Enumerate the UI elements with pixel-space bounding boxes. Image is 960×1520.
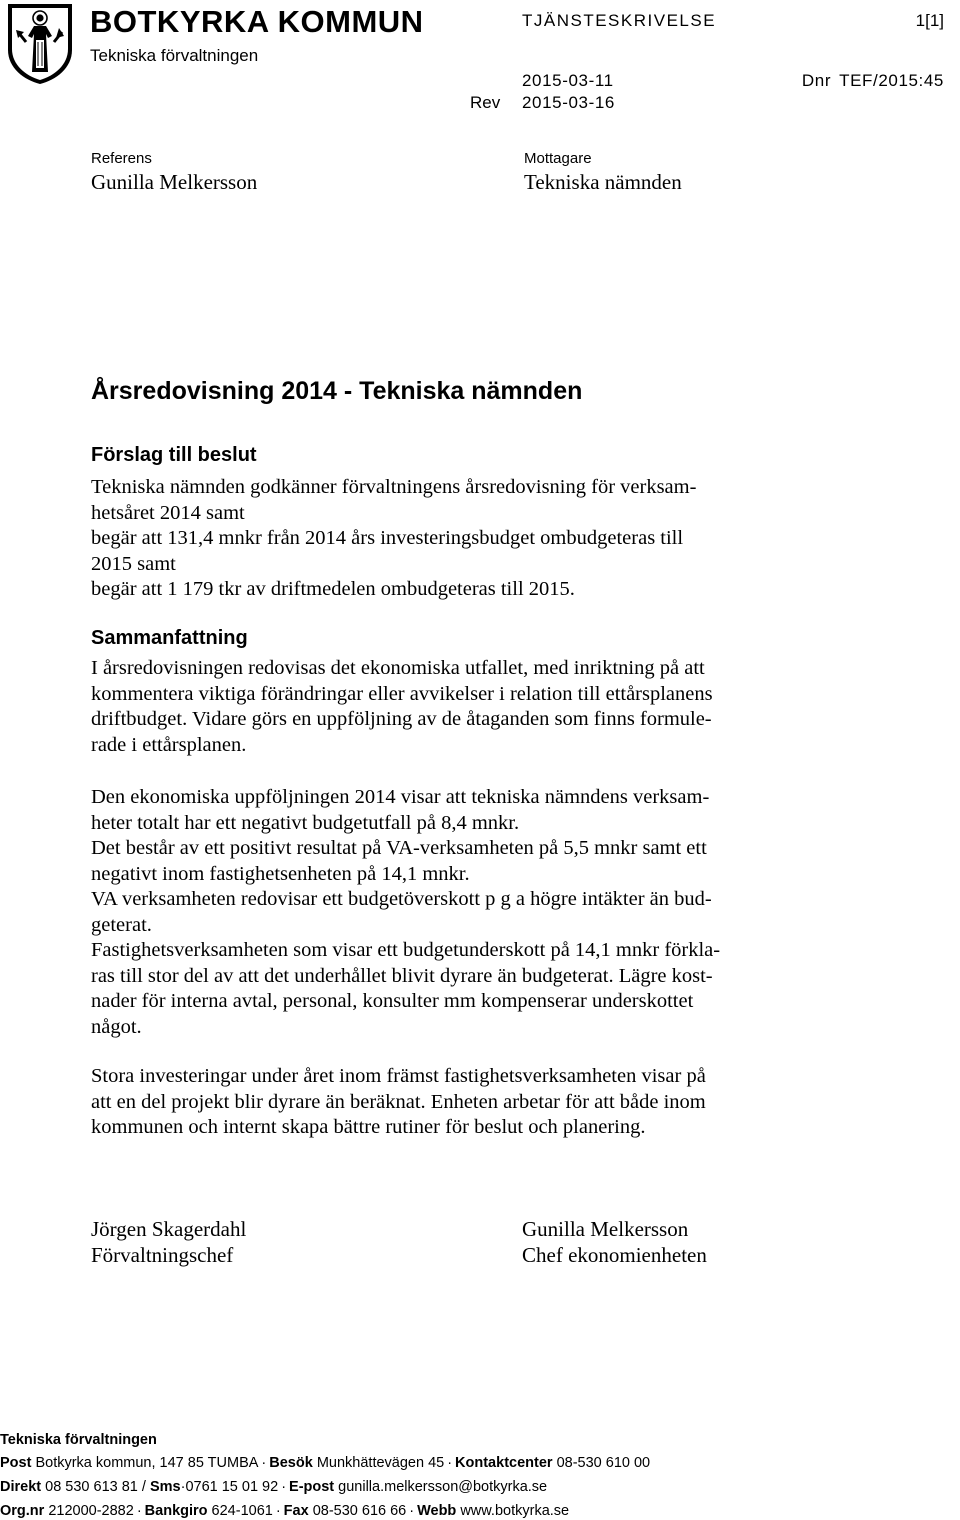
footer-contact-line: [0, 1502, 569, 1520]
dnr-value: TEF/2015:45: [839, 71, 944, 90]
economy-line: VA verksamheten redovisar ett budgetöverskott p g a högre intäkter än bud-: [91, 888, 712, 910]
organization-name: BOTKYRKA KOMMUN: [90, 4, 424, 39]
economy-line: heter totalt har ett negativt budgetutfall på 8,4 mnkr.: [91, 811, 520, 834]
footer-bankgiro-label: Bankgiro: [144, 1503, 208, 1519]
signature-title: Chef ekonomienheten: [522, 1243, 707, 1267]
proposal-line: Tekniska nämnden godkänner förvaltningens årsredovisning för verksam-: [91, 476, 697, 498]
footer-direct-label: Direkt: [0, 1479, 42, 1495]
economy-text: [91, 785, 821, 1040]
footer-separator: ·: [275, 1503, 281, 1519]
footer-orgnr-value: 212000-2882: [48, 1503, 134, 1519]
footer-contact-value: 08-530 610 00: [556, 1455, 651, 1471]
economy-line: ras till stor del av att det underhållet blivit dyrare än budgeterat. Lägre kost-: [91, 964, 713, 987]
economy-line: negativt inom fastighetsenheten på 14,1 mnkr.: [91, 862, 470, 885]
proposal-line: 2015 samt: [91, 552, 176, 575]
summary-line: driftbudget. Vidare görs en uppföljning av de åtaganden som finns formule-: [91, 708, 712, 730]
summary-line: kommentera viktiga förändringar eller avvikelser i relation till ettårsplanens: [91, 682, 713, 705]
page-number: 1[1]: [915, 11, 944, 30]
registration-number: [794, 71, 944, 91]
summary-heading: Sammanfattning: [91, 627, 248, 649]
footer-contact-line: [0, 1454, 650, 1472]
investment-line: Stora investeringar under året inom främst fastighetsverksamheten visar på: [91, 1065, 706, 1087]
footer-web-value[interactable]: www.botkyrka.se: [460, 1503, 570, 1519]
footer-separator: ·: [136, 1503, 142, 1519]
footer-separator: ·: [409, 1503, 415, 1519]
proposal-line: begär att 1 179 tkr av driftmedelen ombudgeteras till 2015.: [91, 578, 575, 600]
proposal-heading: Förslag till beslut: [91, 444, 257, 466]
footer-web-label: Webb: [417, 1503, 457, 1519]
footer-separator: ·: [180, 1479, 186, 1495]
revision-label: Rev: [470, 93, 501, 112]
footer-visit-value: Munkhättevägen 45: [316, 1455, 445, 1471]
signature-name: Jörgen Skagerdahl: [91, 1217, 247, 1241]
footer-post-label: Post: [0, 1455, 32, 1471]
footer-separator: ·: [281, 1479, 287, 1495]
recipient-value: Tekniska nämnden: [524, 170, 682, 194]
footer-fax-value: 08-530 616 66: [312, 1503, 407, 1519]
revision-date: 2015-03-16: [522, 93, 615, 112]
document-title: Årsredovisning 2014 - Tekniska nämnden: [91, 377, 583, 405]
footer-separator: ·: [261, 1455, 267, 1471]
investment-text: [91, 1064, 821, 1141]
investment-line: att en del projekt blir dyrare än beräknat. Enheten arbetar för att både inom: [91, 1090, 706, 1113]
footer-sms-label: Sms: [149, 1479, 181, 1495]
proposal-line: begär att 131,4 mnkr från 2014 års investeringsbudget ombudgeteras till: [91, 527, 684, 549]
economy-line: Det består av ett positivt resultat på VA-verksamheten på 5,5 mnkr samt ett: [91, 837, 707, 859]
footer-contact-label: Kontaktcenter: [455, 1455, 553, 1471]
summary-line: I årsredovisningen redovisas det ekonomiska utfallet, med inriktning på att: [91, 657, 705, 679]
reference-label: Referens: [91, 150, 152, 167]
recipient-label: Mottagare: [524, 150, 592, 167]
summary-intro: [91, 656, 821, 758]
economy-line: geterat.: [91, 913, 152, 936]
economy-line: något.: [91, 1015, 142, 1038]
footer-sms-value: 0761 15 01 92: [185, 1479, 279, 1495]
reference-value: Gunilla Melkersson: [91, 170, 258, 194]
footer-title: Tekniska förvaltningen: [0, 1432, 157, 1448]
organization-department: Tekniska förvaltningen: [90, 46, 259, 65]
proposal-line: hetsåret 2014 samt: [91, 501, 245, 524]
investment-line: kommunen och internt skapa bättre rutiner för beslut och planering.: [91, 1116, 646, 1138]
footer-separator: ·: [447, 1455, 453, 1471]
economy-line: Fastighetsverksamheten som visar ett budgetunderskott på 14,1 mnkr förkla-: [91, 939, 721, 961]
signature-title: Förvaltningschef: [91, 1243, 234, 1267]
signature-name: Gunilla Melkersson: [522, 1217, 689, 1241]
footer-contact-line: [0, 1478, 547, 1496]
footer-direct-value: 08 530 613 81 /: [45, 1479, 146, 1495]
footer-fax-label: Fax: [283, 1503, 309, 1519]
municipal-crest-icon: [4, 2, 76, 86]
summary-line: rade i ettårsplanen.: [91, 733, 247, 756]
footer-orgnr-label: Org.nr: [0, 1503, 45, 1519]
economy-line: Den ekonomiska uppföljningen 2014 visar att tekniska nämndens verksam-: [91, 786, 710, 808]
footer-visit-label: Besök: [269, 1455, 313, 1471]
footer-bankgiro-value: 624-1061: [211, 1503, 273, 1519]
document-type: TJÄNSTESKRIVELSE: [522, 11, 717, 30]
footer-email-value[interactable]: gunilla.melkersson@botkyrka.se: [338, 1479, 548, 1495]
footer-post-value: Botkyrka kommun, 147 85 TUMBA: [35, 1455, 259, 1471]
footer-email-label: E-post: [289, 1479, 335, 1495]
document-date: 2015-03-11: [522, 71, 614, 90]
economy-line: nader för interna avtal, personal, konsulter mm kompenserar underskottet: [91, 990, 694, 1012]
dnr-label: Dnr: [801, 71, 832, 90]
proposal-text: [91, 475, 821, 603]
